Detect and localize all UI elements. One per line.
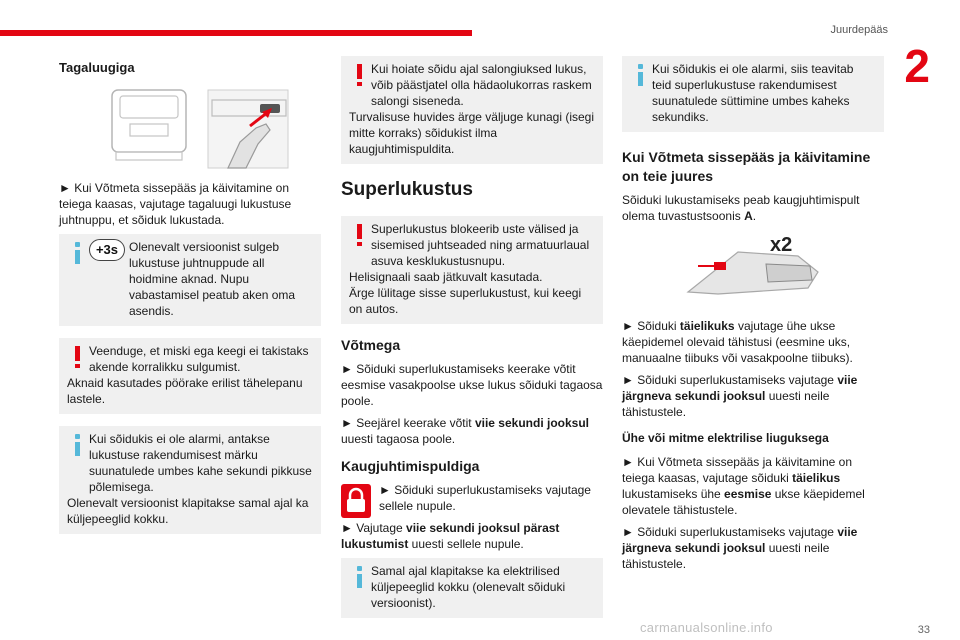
- info-text: Samal ajal klapitakse ka elektrilised küljepeeglid kokku (olenevalt sõiduki versioonist).: [371, 564, 566, 610]
- info-box-mirrors: [341, 558, 603, 618]
- warning-text: Veenduge, et miski ega keegi ei takistaks akende korralikku sulgumist.: [89, 344, 309, 374]
- info-icon: [353, 566, 367, 588]
- warning-box-windows: [59, 338, 321, 414]
- info-text-2: Olenevalt versioonist klapitakse samal ajal ka küljepeeglid kokku.: [67, 496, 309, 526]
- info-icon: [71, 242, 85, 264]
- key-step-1: ► Sõiduki superlukustamiseks keerake võtit eesmise vasakpoolse ukse lukus sõiduki tagaosa poole.: [341, 362, 603, 408]
- section-title: Juurdepääs: [830, 24, 888, 36]
- chapter-number: 2: [904, 40, 930, 92]
- heading-sliding-doors: Ühe või mitme elektrilise liuguksega: [622, 431, 829, 445]
- three-seconds-icon: +3s: [89, 239, 125, 261]
- warning-text-3: Ärge lülitage sisse superlukustust, kui keegi on autos.: [349, 286, 582, 316]
- warning-text: Kui hoiate sõidu ajal salongiuksed lukus, võib päästjatel olla hädaolukorras raskem salongi siseneda.: [371, 62, 592, 108]
- info-box-alarm: [59, 426, 321, 534]
- heading-keyless: Kui Võtmeta sissepääs ja käivitamine on teie juures: [622, 149, 871, 184]
- keyless-step-1: ► Sõiduki täielikuks vajutage ühe ukse käepidemel olevaid tähistusi (eesmine uks, manuaalne tiibuks või vasakpoolne tiibuks).: [622, 319, 853, 365]
- warning-text-2: Helisignaali saab jätkuvalt kasutada.: [349, 270, 543, 284]
- warning-box-rescue: [341, 56, 603, 164]
- header-red-bar: [0, 30, 472, 36]
- keyless-intro: Sõiduki lukustamiseks peab kaugjuhtimispult olema tuvastustsoonis A.: [622, 193, 860, 223]
- info-text: Kui sõidukis ei ole alarmi, antakse lukustuse rakendumisest märku suunatulede umbes kahe sekundi pikkuse põlemisega.: [89, 432, 312, 494]
- info-box-indicators: [622, 56, 884, 132]
- remote-step-1: ► Sõiduki superlukustamiseks vajutage sellele nupule.: [341, 482, 603, 520]
- warning-text-2: Aknaid kasutades pöörake erilist tähelepanu lastele.: [67, 376, 303, 406]
- watermark: carmanualsonline.info: [640, 620, 773, 635]
- sliding-step-2: ► Sõiduki superlukustamiseks vajutage viie järgneva sekundi jooksul uuesti neile tähistustele.: [622, 525, 858, 571]
- info-icon: [634, 64, 648, 86]
- warning-text: Superlukustus blokeerib uste välised ja sisemised juhtseaded ning armatuurlaual asuva kesklukustusnupu.: [371, 222, 590, 268]
- heading-with-remote: Kaugjuhtimispuldiga: [341, 458, 480, 474]
- heading-with-key: Võtmega: [341, 337, 401, 353]
- tailgate-illustration: [90, 86, 290, 170]
- column-1: [59, 56, 321, 546]
- remote-step-2: ► Vajutage viie sekundi jooksul pärast lukustumist uuesti sellele nupule.: [341, 521, 560, 551]
- warning-box-superlocking: [341, 216, 603, 324]
- key-step-2: ► Seejärel keerake võtit viie sekundi jooksul uuesti tagaosa poole.: [341, 416, 589, 446]
- press-twice-label: x2: [770, 234, 793, 256]
- info-text: Olenevalt versioonist sulgeb lukustuse juhtnuppude all hoidmine aknad. Nupu vabastamisel peatub aken oma asendis.: [129, 240, 296, 318]
- heading-superlocking: Superlukustus: [341, 179, 473, 200]
- page-number: 33: [917, 624, 930, 636]
- warning-icon: [71, 346, 85, 368]
- warning-text-2: Turvalisuse huvides ärge väljuge kunagi (isegi mitte korraks) sõidukist ilma kaugjuhtimispuldita.: [349, 110, 595, 156]
- column-3: [622, 56, 884, 578]
- door-handle-illustration: [678, 232, 828, 304]
- info-box-windows: [59, 234, 321, 326]
- heading-tailgate: Tagaluugiga: [59, 60, 135, 75]
- warning-icon: [353, 64, 367, 86]
- padlock-icon: [341, 484, 371, 518]
- sliding-step-1: ► Kui Võtmeta sissepääs ja käivitamine on teiega kaasas, vajutage sõiduki täielikus lukustamiseks ühe eesmise ukse käepidemel olevatele tähistustele.: [622, 455, 865, 517]
- info-icon: [71, 434, 85, 456]
- column-2: [341, 56, 603, 630]
- tailgate-instruction: ► Kui Võtmeta sissepääs ja käivitamine on teiega kaasas, vajutage tagaluugi lukustuse juhtnuppu, et sõiduk lukustada.: [59, 181, 292, 227]
- keyless-step-2: ► Sõiduki superlukustamiseks vajutage viie järgneva sekundi jooksul uuesti neile tähistustele.: [622, 373, 858, 419]
- info-text: Kui sõidukis ei ole alarmi, siis teavitab teid superlukustuse rakendumisest suunatulede süttimine umbes kaheks sekundiks.: [652, 62, 854, 124]
- warning-icon: [353, 224, 367, 246]
